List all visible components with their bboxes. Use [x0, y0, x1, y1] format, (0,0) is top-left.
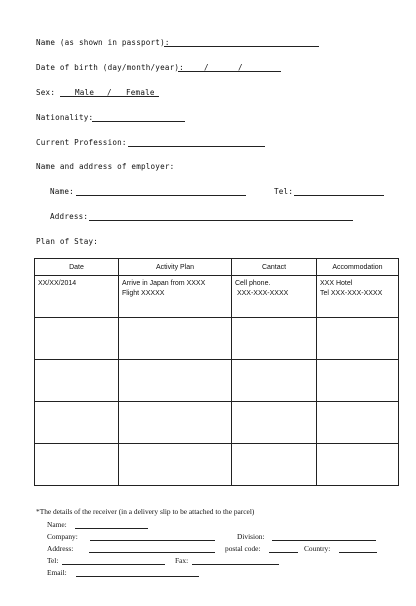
- dob-row: [36, 63, 184, 73]
- name-row: [36, 38, 170, 48]
- plan-row: [35, 318, 399, 360]
- cell-contact[interactable]: [232, 444, 317, 486]
- receiver-postal-label: postal code:: [225, 544, 261, 553]
- receiver-tel-field[interactable]: [62, 564, 165, 565]
- employer-name-label: Name:: [50, 187, 74, 196]
- cell-accommodation[interactable]: [317, 318, 399, 360]
- profession-field[interactable]: [128, 146, 265, 147]
- employer-name-field[interactable]: [76, 195, 246, 196]
- receiver-division-label: Division:: [237, 532, 265, 541]
- receiver-name-label: Name:: [47, 520, 67, 529]
- sex-male[interactable]: Male: [75, 88, 95, 97]
- sex-female[interactable]: Female: [126, 88, 155, 97]
- employer-tel-label: Tel:: [274, 187, 294, 196]
- receiver-postal-field[interactable]: [269, 552, 298, 553]
- plan-row: [35, 276, 399, 318]
- cell-activity-plan[interactable]: [119, 444, 232, 486]
- name-field[interactable]: [164, 46, 319, 47]
- header-contact: Cantact: [232, 259, 317, 276]
- cell-activity-plan[interactable]: [119, 402, 232, 444]
- cell-date[interactable]: [35, 318, 119, 360]
- receiver-country-field[interactable]: [339, 552, 377, 553]
- name-label: Name (as shown in passport):: [36, 38, 170, 47]
- cell-contact[interactable]: [232, 360, 317, 402]
- cell-date[interactable]: [35, 360, 119, 402]
- cell-accommodation[interactable]: [317, 402, 399, 444]
- receiver-country-label: Country:: [304, 544, 331, 553]
- employer-tel-field[interactable]: [294, 195, 384, 196]
- employer-address-label: Address:: [50, 212, 89, 221]
- profession-label: Current Profession:: [36, 138, 127, 147]
- employer-heading: Name and address of employer:: [36, 162, 175, 171]
- cell-activity-plan[interactable]: [119, 360, 232, 402]
- plan-row: [35, 402, 399, 444]
- sex-separator: /: [107, 88, 112, 97]
- receiver-fax-label: Fax:: [175, 556, 189, 565]
- receiver-email-field[interactable]: [76, 576, 199, 577]
- receiver-tel-label: Tel:: [47, 556, 59, 565]
- plan-table: [34, 258, 399, 486]
- receiver-address-label: Address:: [47, 544, 74, 553]
- dob-label: Date of birth (day/month/year):: [36, 63, 184, 72]
- dob-sep-2: /: [238, 63, 243, 72]
- receiver-heading: *The details of the receiver (in a delivery slip to be attached to the parcel): [36, 507, 255, 516]
- cell-activity-plan[interactable]: [119, 318, 232, 360]
- sex-label: Sex:: [36, 88, 56, 97]
- cell-date[interactable]: [35, 402, 119, 444]
- employer-address-field[interactable]: [89, 220, 353, 221]
- receiver-fax-field[interactable]: [192, 564, 279, 565]
- cell-contact[interactable]: [232, 402, 317, 444]
- cell-activity-plan[interactable]: Arrive in Japan from XXXX Flight XXXXX: [119, 276, 232, 318]
- receiver-address-field[interactable]: [89, 552, 215, 553]
- header-activity-plan: Activity Plan: [119, 259, 232, 276]
- cell-date[interactable]: XX/XX/2014: [35, 276, 119, 318]
- receiver-email-label: Email:: [47, 568, 67, 577]
- cell-accommodation[interactable]: [317, 360, 399, 402]
- receiver-division-field[interactable]: [272, 540, 376, 541]
- nationality-field[interactable]: [92, 121, 185, 122]
- header-date: Date: [35, 259, 119, 276]
- plan-row: [35, 444, 399, 486]
- nationality-label: Nationality:: [36, 113, 94, 122]
- cell-contact[interactable]: Cell phone. XXX-XXX-XXXX: [232, 276, 317, 318]
- cell-accommodation[interactable]: XXX Hotel Tel XXX-XXX-XXXX: [317, 276, 399, 318]
- dob-field[interactable]: [178, 71, 281, 72]
- plan-row: [35, 360, 399, 402]
- receiver-company-label: Company:: [47, 532, 78, 541]
- receiver-company-field[interactable]: [90, 540, 215, 541]
- receiver-name-field[interactable]: [75, 528, 148, 529]
- cell-date[interactable]: [35, 444, 119, 486]
- dob-sep-1: /: [204, 63, 209, 72]
- cell-accommodation[interactable]: [317, 444, 399, 486]
- plan-heading: Plan of Stay:: [36, 237, 99, 246]
- plan-header-row: [35, 259, 399, 276]
- header-accommodation: Accommodation: [317, 259, 399, 276]
- cell-contact[interactable]: [232, 318, 317, 360]
